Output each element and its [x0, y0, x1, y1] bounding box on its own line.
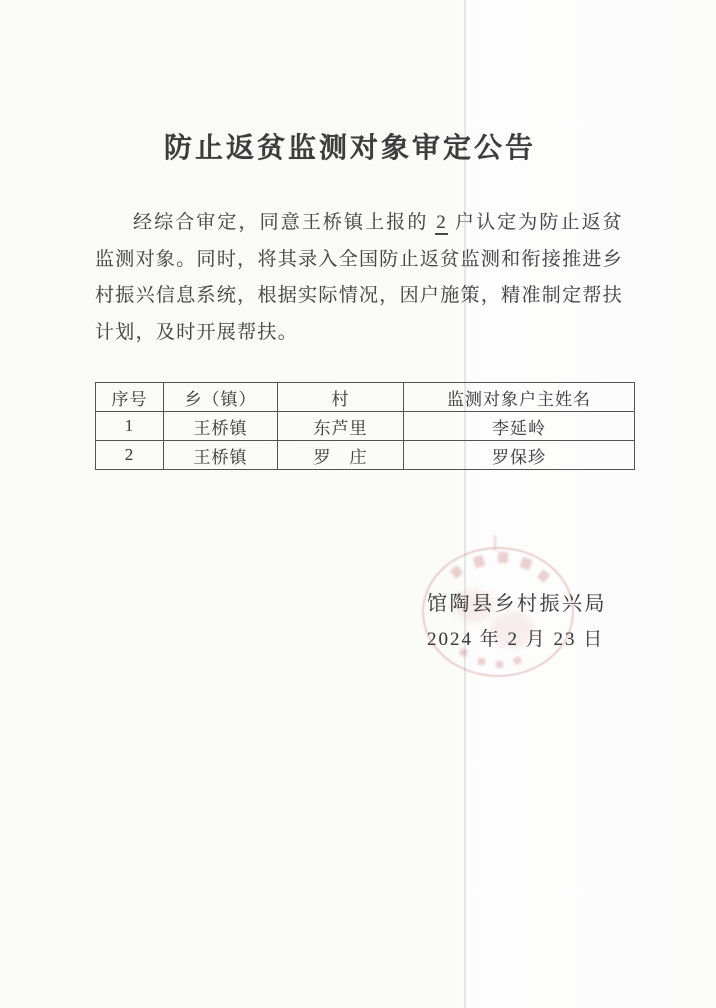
cell-seq: 1	[96, 412, 164, 441]
cell-seq: 2	[96, 441, 164, 470]
table-row	[96, 441, 635, 470]
cell-village: 东芦里	[278, 412, 404, 441]
seal-mark	[513, 656, 522, 665]
paragraph-text-before: 经综合审定，同意王桥镇上报的	[133, 212, 436, 233]
table-row	[96, 412, 635, 441]
household-count: 2	[436, 212, 448, 233]
paragraph-text-after: 户认定为防止返贫监测对象。同时，将其录入全国防止返贫监测和衔接推进乡村振兴信息系统，根据实际情况，因户施策，精准制定帮扶计划，及时开展帮扶。	[95, 212, 623, 343]
seal-mark	[494, 535, 496, 551]
seal-mark	[496, 661, 503, 668]
seal-mark	[537, 569, 550, 582]
header-序号: 序号	[96, 383, 164, 412]
seal-mark	[519, 557, 532, 571]
seal-mark	[450, 565, 463, 578]
cell-town: 王桥镇	[164, 412, 278, 441]
header-乡镇: 乡（镇）	[164, 383, 278, 412]
seal-mark	[478, 658, 485, 665]
seal-mark	[473, 555, 486, 569]
header-户主姓名: 监测对象户主姓名	[404, 383, 635, 412]
cell-village: 罗 庄	[278, 441, 404, 470]
cell-name: 李延岭	[404, 412, 635, 441]
cell-town: 王桥镇	[164, 441, 278, 470]
cell-name: 罗保珍	[404, 441, 635, 470]
issue-date: 2024 年 2 月 23 日	[427, 629, 605, 650]
monitoring-subjects-table	[95, 382, 635, 470]
body-paragraph	[95, 205, 623, 351]
issuing-agency: 馆陶县乡村振兴局	[427, 593, 607, 615]
table-header-row	[96, 383, 635, 412]
header-村: 村	[278, 383, 404, 412]
page-title: 防止返贫监测对象审定公告	[163, 132, 536, 163]
seal-mark	[498, 552, 508, 563]
